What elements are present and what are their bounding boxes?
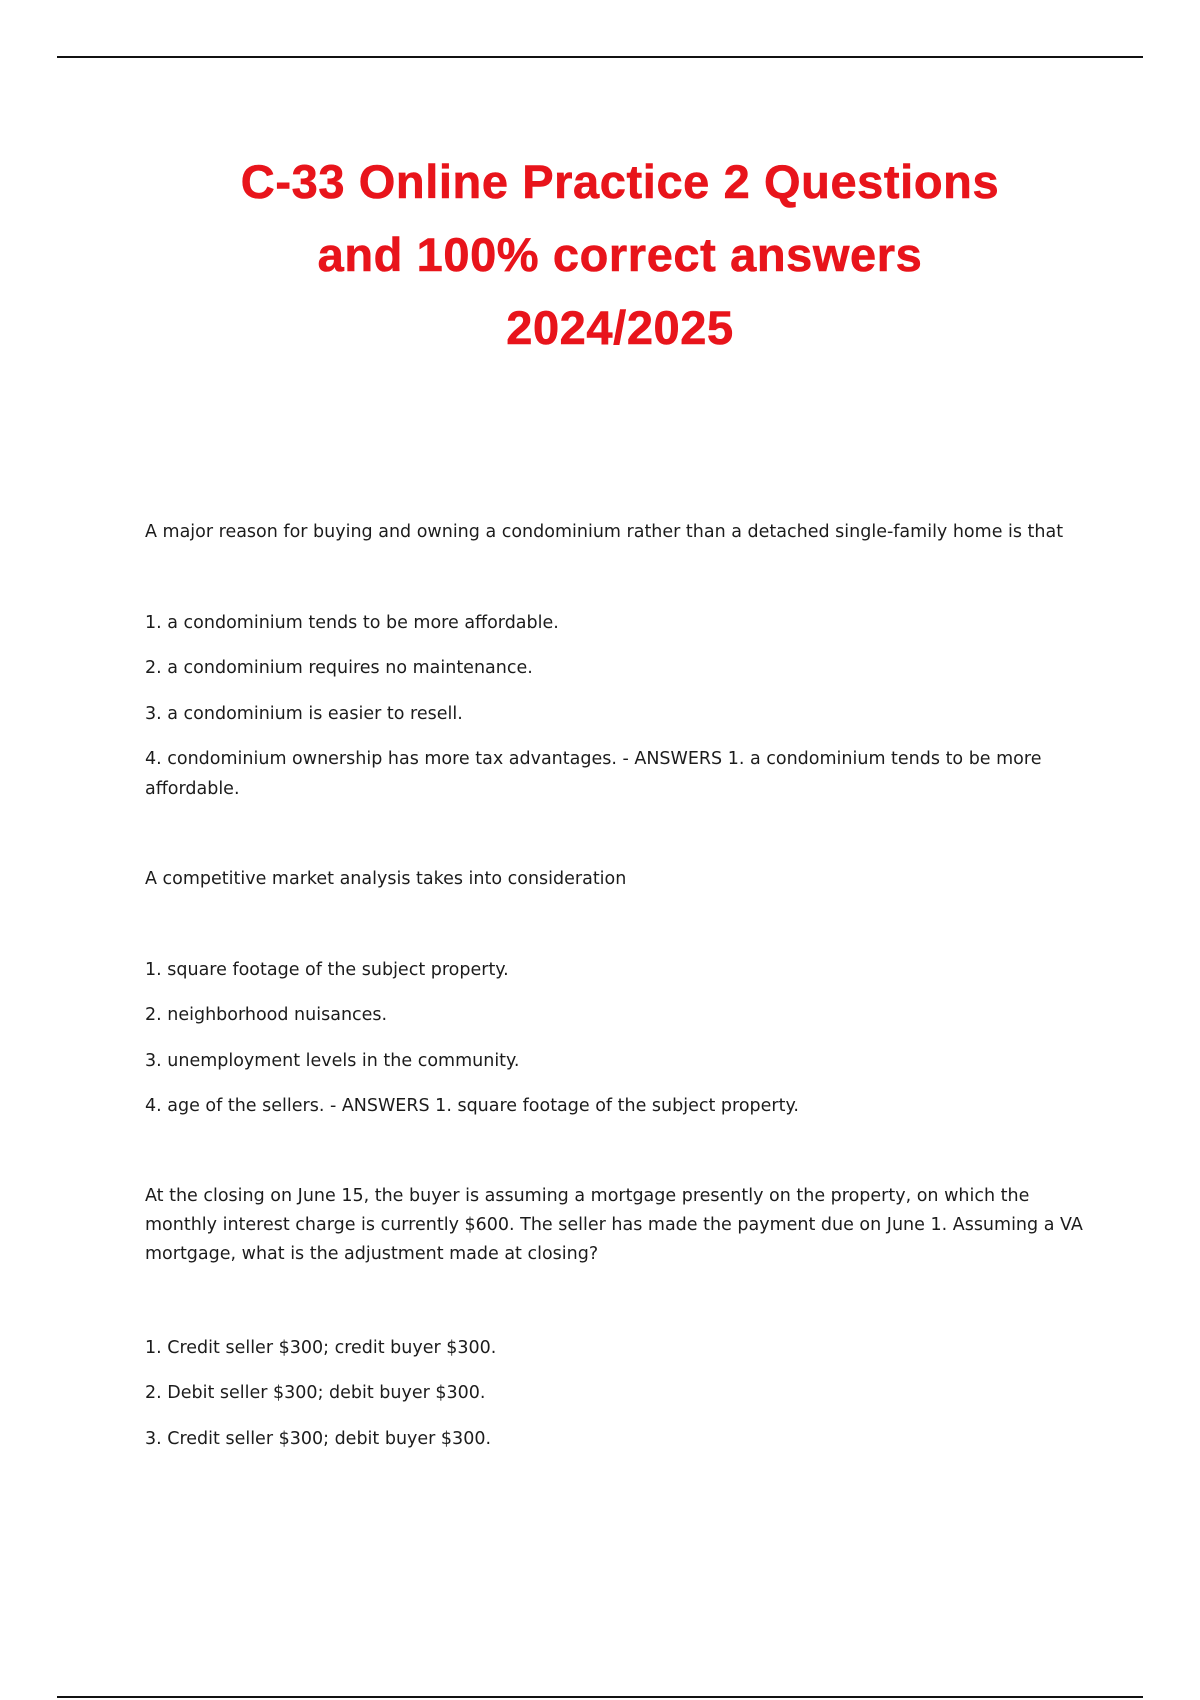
question-1-prompt: A major reason for buying and owning a condominium rather than a detached single-family home is that — [145, 522, 1064, 542]
title-line-2: and 100% correct answers — [317, 228, 923, 281]
title-line-1: C-33 Online Practice 2 Questions — [240, 155, 1000, 208]
question-3-prompt: At the closing on June 15, the buyer is assuming a mortgage presently on the property, on which the monthly interest charge is currently $600. The seller has made the payment due on June 1. Assuming a VA mortgage, what is the adjustment made at closing? — [145, 1186, 1083, 1264]
question-2-option-4-answer: 4. age of the sellers. - ANSWERS 1. square footage of the subject property. — [145, 1096, 799, 1116]
question-1-option-4-answer: 4. condominium ownership has more tax advantages. - ANSWERS 1. a condominium tends to be more affordable. — [145, 749, 1042, 799]
question-2-option-3: 3. unemployment levels in the community. — [145, 1051, 520, 1071]
question-2-option-2: 2. neighborhood nuisances. — [145, 1005, 388, 1025]
question-1-option-2: 2. a condominium requires no maintenance. — [145, 658, 533, 678]
question-2-prompt: A competitive market analysis takes into consideration — [145, 869, 627, 889]
question-3-option-1: 1. Credit seller $300; credit buyer $300. — [145, 1338, 497, 1358]
bottom-rule — [57, 1696, 1143, 1698]
title-line-3: 2024/2025 — [506, 301, 734, 354]
document-title — [140, 145, 1100, 364]
question-2-option-1: 1. square footage of the subject property. — [145, 960, 509, 980]
question-3-option-2: 2. Debit seller $300; debit buyer $300. — [145, 1383, 486, 1403]
question-1-option-1: 1. a condominium tends to be more affordable. — [145, 613, 559, 633]
question-3-option-3: 3. Credit seller $300; debit buyer $300. — [145, 1429, 492, 1449]
top-rule — [57, 56, 1143, 58]
question-1-option-3: 3. a condominium is easier to resell. — [145, 704, 463, 724]
